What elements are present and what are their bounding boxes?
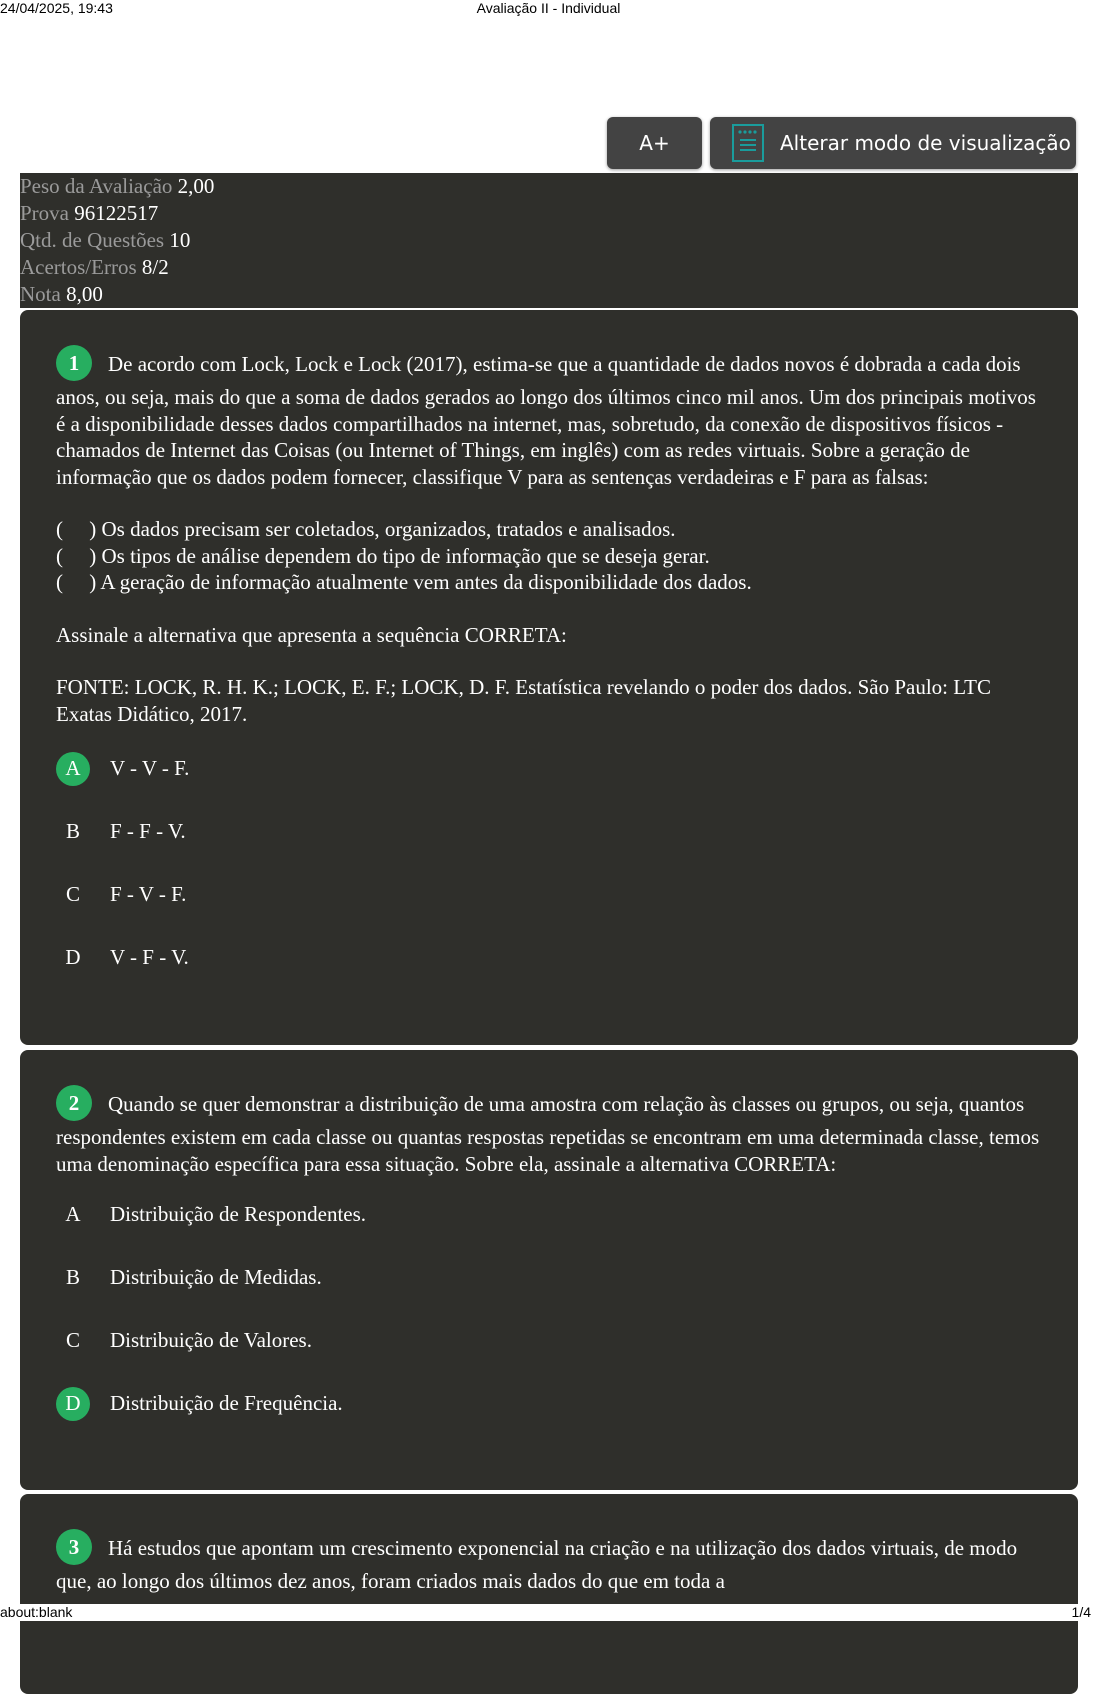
question-card-2 [20,1050,1078,1490]
question-number: 1 [56,345,92,381]
question-text: De acordo com Lock, Lock e Lock (2017), estima-se que a quantidade de dados novos é dobrada a cada dois anos, ou seja, mais do que a soma de dados gerados ao longo dos últimos cinco mil anos. Um dos principais motivos é a disponibilidade desses dados compartilhados na internet, mas, sobretudo, da conexão de dispositivos físicos - chamados de Internet das Coisas (ou Internet of Things, em inglês) com as redes virtuais. Sobre a geração de informação que os dados podem fornecer, classifique V para as sentenças verdadeiras e F para as falsas: [56,351,1036,489]
info-value: 2,00 [177,174,215,198]
question-number: 2 [56,1085,92,1121]
print-page: 1/4 [1071,1604,1091,1620]
info-row [20,173,1078,200]
answer-option[interactable] [56,1309,1042,1372]
info-label: Prova [20,201,69,225]
question-card-1 [20,310,1078,1045]
answer-option[interactable] [56,863,1042,926]
info-label: Qtd. de Questões [20,228,165,252]
answer-option[interactable] [56,737,1042,800]
option-text: F - F - V. [110,819,186,844]
info-row [20,254,1078,281]
option-text: Distribuição de Respondentes. [110,1202,367,1227]
info-label: Peso da Avaliação [20,174,173,198]
option-letter: B [65,1264,80,1289]
option-letter: B [65,818,80,843]
font-size-button[interactable]: A+ [607,117,702,169]
info-value: 10 [169,228,191,252]
answer-option[interactable] [56,800,1042,863]
view-mode-label: Alterar modo de visualização [780,131,1071,155]
info-row [20,227,1078,254]
answer-option[interactable] [56,1246,1042,1309]
option-letter: A [65,1201,81,1226]
question-text: Quando se quer demonstrar a distribuição de uma amostra com relação às classes ou grupos, ou seja, quantos respondentes existem em cada classe ou quantas respostas repetidas se encontram em uma determinada classe, temos uma denominação específica para essa situação. Sobre ela, assinale a alternativa CORRETA: [56,1091,1040,1176]
question-number: 3 [56,1529,92,1565]
option-letter: D [56,1387,90,1421]
print-url: about:blank [0,1604,1097,1621]
answer-option[interactable] [56,1372,1042,1435]
option-text: Distribuição de Frequência. [110,1391,343,1416]
info-value: 96122517 [74,201,159,225]
question-prompt: Assinale a alternativa que apresenta a sequência CORRETA: [56,622,567,647]
statement: ( ) Os dados precisam ser coletados, organizados, tratados e analisados. [56,517,676,541]
exam-info-panel [20,173,1078,308]
info-value: 8,00 [66,282,103,306]
option-letter: C [65,881,80,906]
option-text: Distribuição de Medidas. [110,1265,322,1290]
question-source: FONTE: LOCK, R. H. K.; LOCK, E. F.; LOCK, D. F. Estatística revelando o poder dos dados. São Paulo: LTC Exatas Didático, 2017. [56,675,991,726]
option-text: F - V - F. [110,882,187,907]
option-text: V - F - V. [110,945,189,970]
answer-option[interactable] [56,926,1042,989]
info-row [20,281,1078,308]
info-value: 8/2 [141,255,169,279]
info-label: Acertos/Erros [20,255,137,279]
option-letter: A [56,752,90,786]
info-label: Nota [20,282,61,306]
option-text: V - V - F. [110,756,190,781]
print-datetime: 24/04/2025, 19:43 [0,0,113,16]
view-mode-button[interactable] [710,117,1076,169]
statement: ( ) A geração de informação atualmente vem antes da disponibilidade dos dados. [56,570,752,594]
question-text: Há estudos que apontam um crescimento exponencial na criação e na utilização dos dados virtuais, de modo que, ao longo dos últimos dez anos, foram criados mais dados do que em toda a [56,1535,1018,1593]
question-card-3 [20,1494,1078,1694]
option-letter: C [65,1327,80,1352]
print-title: Avaliação II - Individual [476,0,621,16]
option-text: Distribuição de Valores. [110,1328,312,1353]
option-letter: D [65,944,81,969]
info-row [20,200,1078,227]
statement: ( ) Os tipos de análise dependem do tipo de informação que se deseja gerar. [56,543,710,568]
document-icon [732,124,764,162]
answer-option[interactable] [56,1183,1042,1246]
